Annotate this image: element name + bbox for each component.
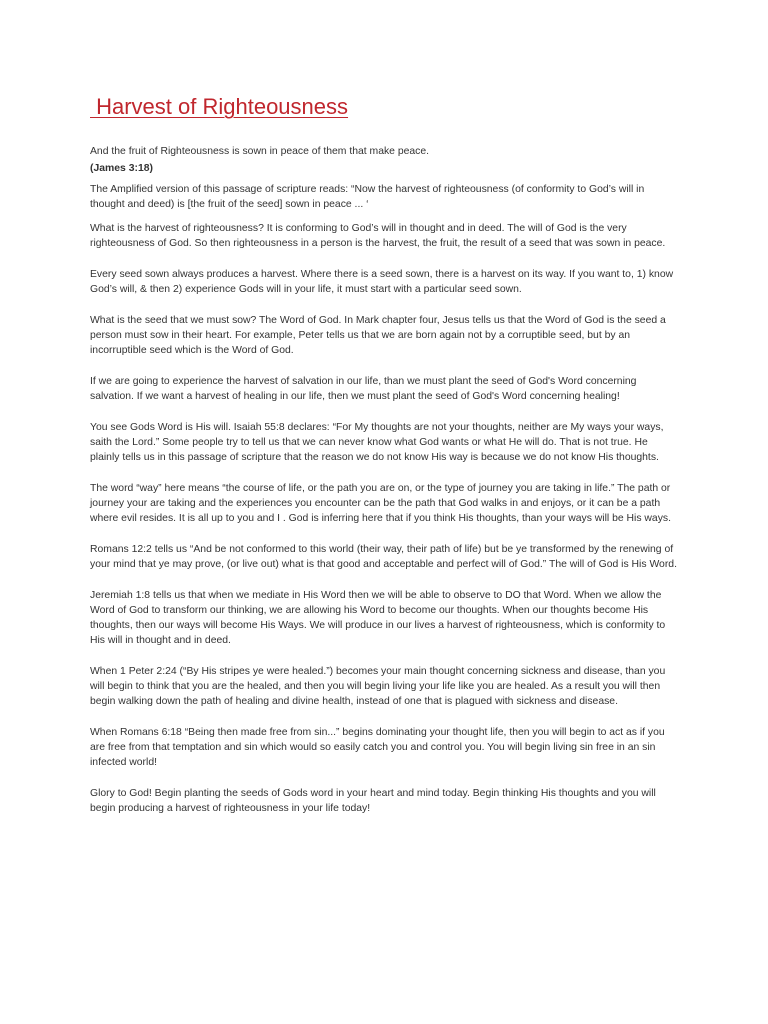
paragraph: Glory to God! Begin planting the seeds of Gods word in your heart and mind today. Begin thinking His thoughts and you will begin producing a harvest of righteousness in your life today!: [90, 788, 656, 814]
paragraph: When 1 Peter 2:24 (“By His stripes ye were healed.”) becomes your main thought concerning sickness and disease, than you will begin to think that you are the healed, and then you will begin living your life like you are healed. As a result you will then begin walking down the path of healing and divine health, instead of one that is plagued with sickness and disease.: [90, 666, 666, 707]
paragraph: What is the harvest of righteousness? It is conforming to God’s will in thought and in deed. The will of God is the very righteousness of God. So then righteousness in a person is the harvest, the fruit, the result of a seed that was sown in peace.: [90, 223, 666, 249]
paragraph: The word “way” here means “the course of life, or the path you are on, or the type of journey you are taking in life.” The path or journey your are taking and the experiences you encounter can be the path that God walks in and enjoys, or it can be a path where evil resides. It is all up to you and I . God is inferring here that if you think His thoughts, than your ways will be His ways.: [90, 483, 671, 524]
paragraph: You see Gods Word is His will. Isaiah 55:8 declares: “For My thoughts are not your thoughts, neither are My ways your ways, saith the Lord.” Some people try to tell us that we can never know what God wants or what He will do. That is not true. He plainly tells us in this passage of scripture that the reason we do not know His way is because we do not know His thoughts.: [90, 422, 664, 463]
paragraph: Jeremiah 1:8 tells us that when we mediate in His Word then we will be able to observe to DO that Word. When we allow the Word of God to transform our thinking, we are allowing his Word to become our thoughts. When our thoughts become His thoughts, then our ways will become His Ways. We will produce in our lives a harvest of righteousness, which is conformity to His will in thought and in deed.: [90, 590, 666, 646]
paragraph: What is the seed that we must sow? The Word of God. In Mark chapter four, Jesus tells us that the Word of God is the seed a person must sow in their heart. For example, Peter tells us that we are born again not by a corruptible seed, but by an incorruptible seed which is the Word of God.: [90, 315, 666, 356]
paragraph: If we are going to experience the harvest of salvation in our life, than we must plant the seed of God's Word concerning salvation. If we want a harvest of healing in our life, then we must plant the seed of God's Word concerning healing!: [90, 376, 637, 402]
paragraph: The Amplified version of this passage of scripture reads: “Now the harvest of righteousness (of conformity to God’s will in thought and deed) is [the fruit of the seed] sown in peace ... ‘: [90, 184, 645, 210]
document-title: Harvest of Righteousness: [90, 94, 349, 119]
scripture-reference: (James 3:18): [90, 163, 153, 174]
paragraph: Every seed sown always produces a harvest. Where there is a seed sown, there is a harvest on its way. If you want to, 1) know God’s will, & then 2) experience Gods will in your life, it must start with a particular seed sown.: [90, 269, 674, 295]
document-body: [90, 144, 680, 832]
paragraph: When Romans 6:18 “Being then made free from sin...” begins dominating your thought life, then you will begin to act as if you are free from that temptation and sin which would so easily catch you and control you. You will begin living sin free in an sin infected world!: [90, 727, 665, 768]
paragraph: Romans 12:2 tells us “And be not conformed to this world (their way, their path of life) but be ye transformed by the renewing of your mind that ye may prove, (or live out) what is that good and acceptable and perfect will of God.” The will of God is His Word.: [90, 544, 677, 570]
intro-verse: And the fruit of Righteousness is sown in peace of them that make peace.: [90, 146, 430, 157]
